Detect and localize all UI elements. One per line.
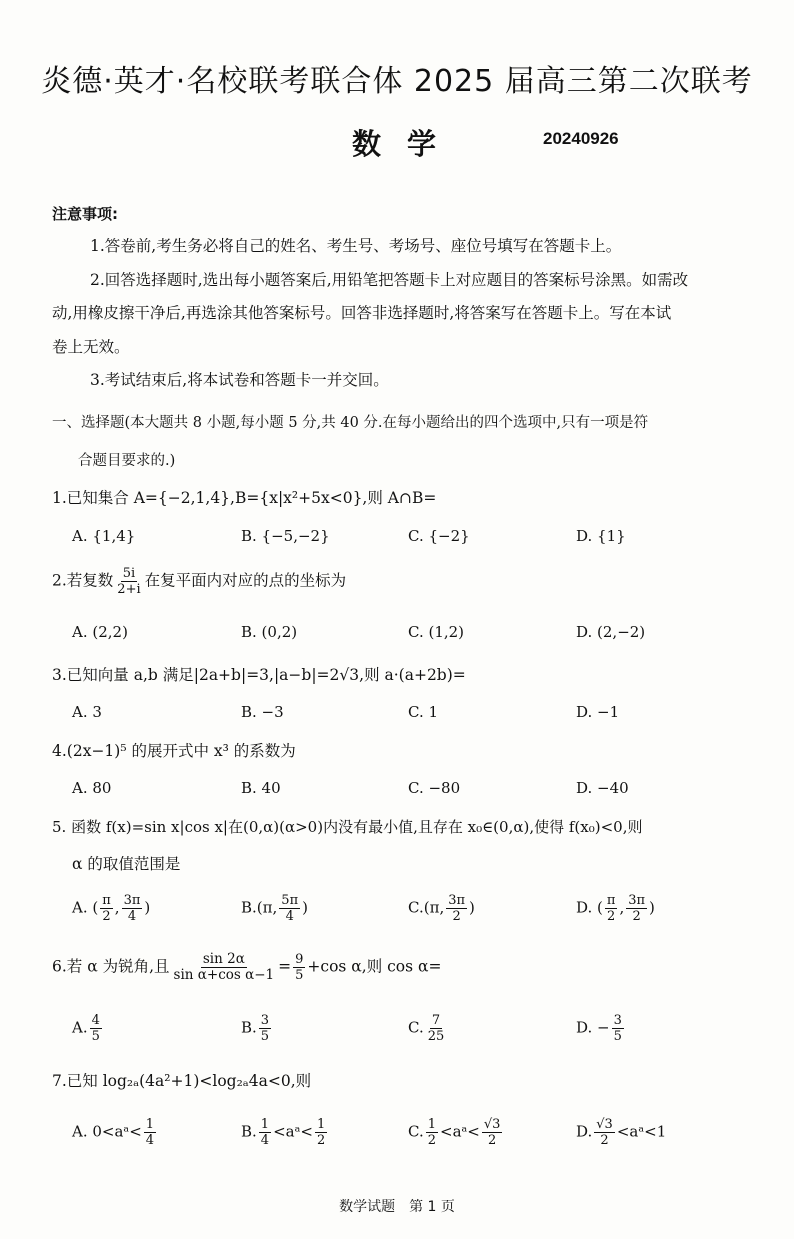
q2-fraction: $\frac{5i}{2+i}$ [117,566,141,597]
q2-option-d: D. (2,−2) [576,623,646,641]
q6-option-b: B. $\frac{3}{5}$ [241,1013,270,1044]
note-line: 动,用橡皮擦干净后,再选涂其他答案标号。回答非选择题时,将答案写在答题卡上。写在本试 [52,304,672,322]
note-line: 2.回答选择题时,选出每小题答案后,用铅笔把答题卡上对应题目的答案标号涂黑。如需改 [90,271,689,289]
question-6-stem: 6.若 α 为锐角,且 $\frac{\sin 2\alpha}{\text{sin α+cos α−1}}$ = $\frac{9}{5}$ +cos α,则 cos α= [52,951,442,983]
q4-option-d: D. −40 [576,779,629,797]
q5-option-b: B.(π, $\frac{5\pi}{4}$ ) [241,893,308,924]
q2-pre: 2.若复数 [52,571,114,590]
q3-option-d: D. −1 [576,703,620,721]
exam-title: 炎德·英才·名校联考联合体 2025 届高三第二次联考 [41,64,753,99]
q2-option-c: C. (1,2) [408,623,465,641]
q7-option-b: B. $\frac{1}{4}$ <aᵃ< $\frac{1}{2}$ [241,1117,326,1148]
question-5-stem-cont: α 的取值范围是 [72,855,181,873]
question-3-stem: 3.已知向量 a,b 满足|2a+b|=3,|a−b|=2√3,则 a·(a+2b)= [52,666,466,684]
question-2-stem [52,566,346,597]
section-heading: 一、选择题(本大题共 8 小题,每小题 5 分,共 40 分.在每小题给出的四个选项中,只有一项是符 [52,415,649,431]
note-line: 卷上无效。 [52,338,130,356]
page-footer: 数学试题 第 1 页 [339,1199,455,1215]
q6-option-d: D. − $\frac{3}{5}$ [576,1013,622,1044]
q5-option-a: A. ( $\frac{\pi}{2}$ , $\frac{3\pi}{4}$ ) [72,893,151,924]
q4-option-b: B. 40 [241,779,281,797]
q6-option-a: A. $\frac{4}{5}$ [72,1013,100,1044]
q5-option-d: D. ( $\frac{\pi}{2}$ , $\frac{3\pi}{2}$ ) [576,893,655,924]
q7-option-a: A. 0<aᵃ< $\frac{1}{4}$ [72,1117,155,1148]
q1-option-d: D. {1} [576,527,626,545]
q7-option-d: D. $\frac{√3}{2}$ <aᵃ<1 [576,1117,667,1148]
q2-post: 在复平面内对应的点的坐标为 [144,571,347,590]
notes-heading: 注意事项: [52,205,118,223]
q3-option-a: A. 3 [72,703,102,721]
q6-option-c: C. $\frac{7}{25}$ [408,1013,445,1044]
exam-date: 20240926 [543,129,619,148]
question-7-stem: 7.已知 log₂ₐ(4a²+1)<log₂ₐ4a<0,则 [52,1072,312,1090]
question-1-stem: 1.已知集合 A={−2,1,4},B={x|x²+5x<0},则 A∩B= [52,489,437,507]
q4-option-a: A. 80 [72,779,112,797]
q3-option-c: C. 1 [408,703,439,721]
question-5-stem: 5. 函数 f(x)=sin x|cos x|在(0,α)(α>0)内没有最小值,且存在 x₀∈(0,α),使得 f(x₀)<0,则 [52,818,643,836]
q1-option-a: A. {1,4} [72,527,136,545]
q2-option-a: A. (2,2) [72,623,128,641]
subject-title: 数学 [352,127,463,161]
question-4-stem: 4.(2x−1)⁵ 的展开式中 x³ 的系数为 [52,742,296,760]
section-heading-cont: 合题目要求的.) [78,453,176,469]
q4-option-c: C. −80 [408,779,461,797]
q7-option-c: C. $\frac{1}{2}$ <aᵃ< $\frac{√3}{2}$ [408,1117,501,1148]
q1-option-c: C. {−2} [408,527,470,545]
q3-option-b: B. −3 [241,703,284,721]
q2-option-b: B. (0,2) [241,623,298,641]
q1-option-b: B. {−5,−2} [241,527,330,545]
note-line: 1.答卷前,考生务必将自己的姓名、考生号、考场号、座位号填写在答题卡上。 [90,237,622,255]
note-line: 3.考试结束后,将本试卷和答题卡一并交回。 [90,371,389,389]
q5-option-c: C.(π, $\frac{3\pi}{2}$ ) [408,893,475,924]
